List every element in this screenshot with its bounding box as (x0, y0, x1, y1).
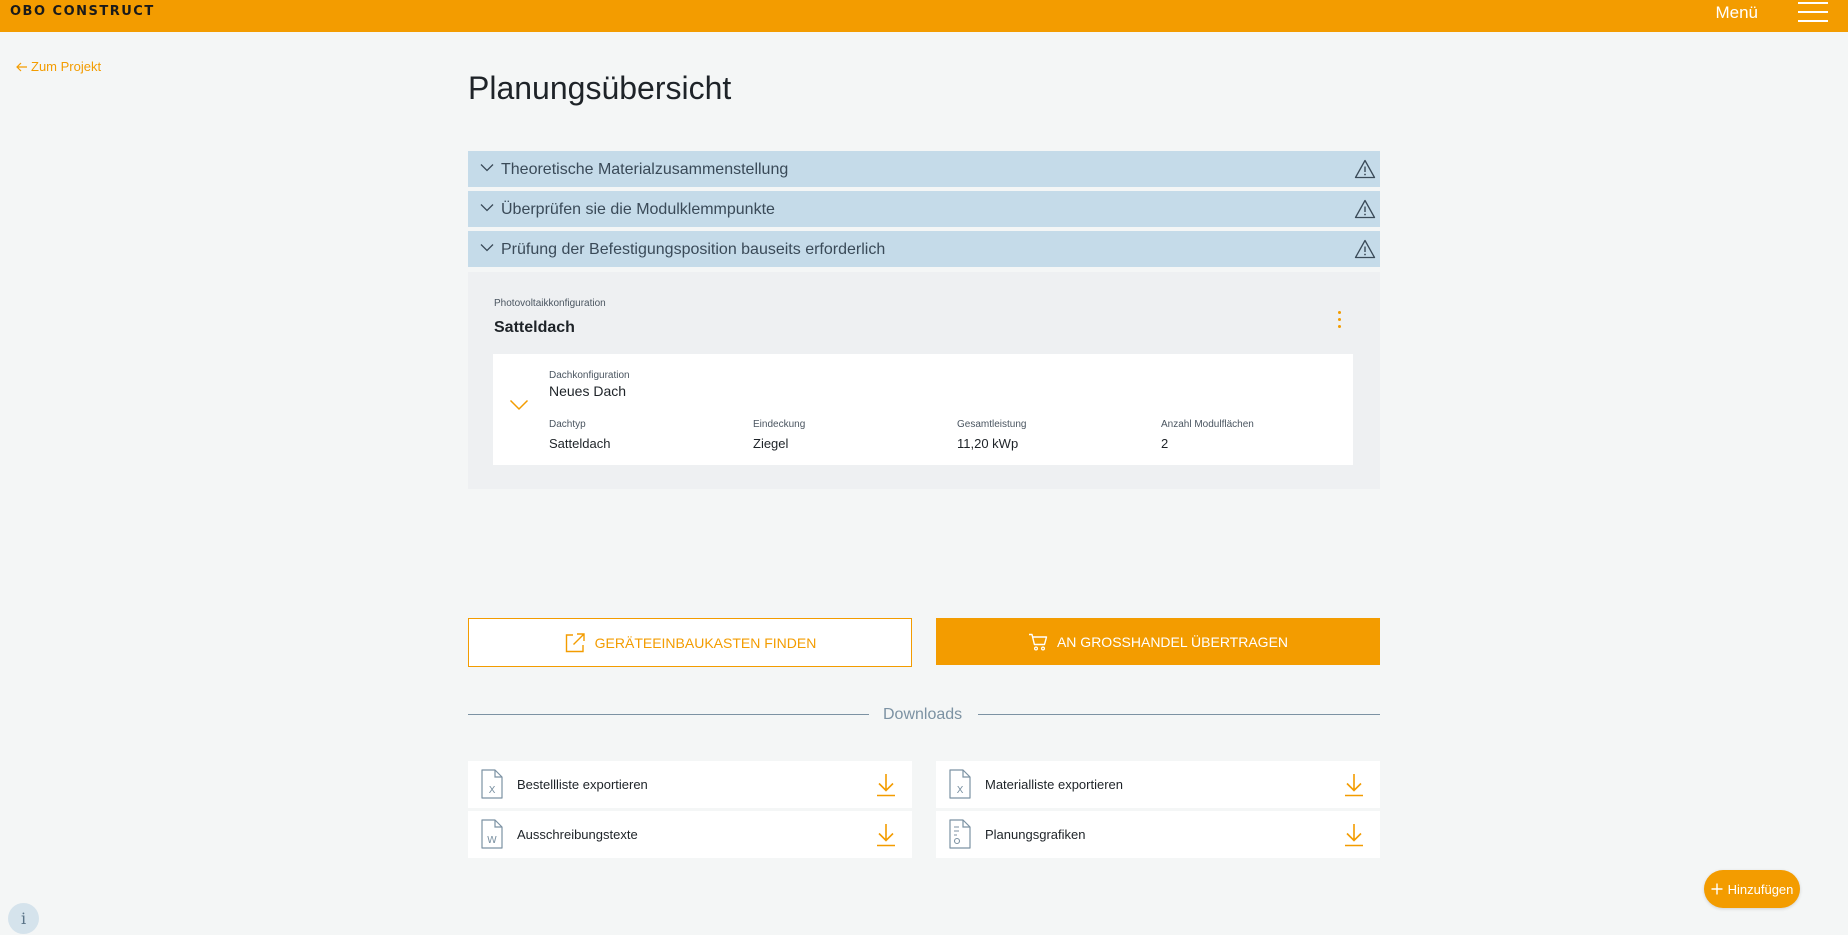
hamburger-icon[interactable] (1798, 0, 1828, 24)
transfer-to-wholesaler-button[interactable] (936, 618, 1380, 665)
stat-roof-type (549, 419, 610, 452)
stat-covering (753, 419, 805, 452)
configuration-title: Satteldach (494, 319, 575, 336)
download-order-list[interactable] (468, 761, 912, 808)
add-button[interactable] (1704, 870, 1800, 908)
download-label: Planungsgrafiken (985, 827, 1086, 842)
download-icon (876, 823, 896, 847)
find-device-box-button[interactable] (468, 618, 912, 667)
stat-value: Ziegel (753, 436, 789, 451)
button-label: AN GROSSHANDEL ÜBERTRAGEN (1056, 633, 1289, 650)
stat-label: Gesamtleistung (957, 419, 1027, 430)
external-link-icon (564, 632, 586, 654)
word-file-icon (481, 819, 503, 849)
stat-value: 2 (1161, 436, 1169, 451)
configuration-overline: Photovoltaikkonfiguration (494, 298, 606, 309)
download-icon (1344, 823, 1364, 847)
arrow-left-icon (16, 62, 28, 72)
chevron-down-icon (480, 203, 494, 212)
stat-label: Dachtyp (549, 419, 586, 430)
roof-overline: Dachkonfiguration (549, 370, 630, 381)
stat-module-areas (1161, 419, 1254, 452)
button-label: GERÄTEEINBAUKASTEN FINDEN (594, 634, 817, 651)
accordion-label: Überprüfen sie die Modulklemmpunkte (501, 201, 775, 218)
chevron-down-icon[interactable] (509, 399, 529, 411)
download-tender-texts[interactable] (468, 811, 912, 858)
top-bar (0, 0, 1848, 32)
stat-total-power (957, 419, 1026, 452)
download-label: Materialliste exportieren (985, 777, 1124, 792)
accordion-label: Theoretische Materialzusammenstellung (501, 161, 789, 178)
pv-configuration-panel (468, 272, 1380, 489)
chevron-down-icon (480, 243, 494, 252)
accordion-fastening-position[interactable] (468, 231, 1380, 267)
svg-text:X: X (956, 785, 964, 796)
downloads-title: Downloads (883, 706, 963, 723)
plus-icon (1711, 883, 1723, 895)
download-planning-graphics[interactable] (936, 811, 1380, 858)
roof-configuration-card (493, 354, 1353, 465)
svg-text:X: X (488, 785, 496, 796)
download-icon (876, 773, 896, 797)
warning-icon (1354, 199, 1376, 219)
divider (978, 714, 1380, 715)
download-icon (1344, 773, 1364, 797)
download-material-list[interactable] (936, 761, 1380, 808)
add-button-label: Hinzufügen (1727, 881, 1794, 897)
stat-value: Satteldach (549, 436, 611, 451)
chevron-down-icon (480, 163, 494, 172)
back-link-label: Zum Projekt (31, 59, 102, 74)
accordion-module-clamp-points[interactable] (468, 191, 1380, 227)
warning-icon (1354, 239, 1376, 259)
divider (468, 714, 869, 715)
svg-text:W: W (487, 835, 497, 846)
stat-label: Eindeckung (753, 419, 806, 430)
warning-icon (1354, 159, 1376, 179)
excel-file-icon (481, 769, 503, 799)
more-options-icon[interactable] (1334, 308, 1346, 332)
cart-icon (1028, 633, 1048, 651)
page-title: Planungsübersicht (468, 70, 732, 106)
accordion-label: Prüfung der Befestigungsposition bauseits erforderlich (501, 241, 886, 258)
info-icon: i (20, 909, 27, 928)
accordion-material-compilation[interactable] (468, 151, 1380, 187)
back-to-project-link[interactable] (16, 59, 101, 75)
logo[interactable]: OBO CONSTRUCT (10, 4, 155, 19)
download-label: Bestellliste exportieren (517, 777, 648, 792)
stat-label: Anzahl Modulflächen (1161, 419, 1254, 430)
image-file-icon (949, 819, 971, 849)
download-label: Ausschreibungstexte (517, 827, 638, 842)
excel-file-icon (949, 769, 971, 799)
menu-label[interactable]: Menü (1715, 3, 1758, 22)
info-button[interactable] (8, 903, 39, 934)
roof-name: Neues Dach (549, 383, 627, 399)
stat-value: 11,20 kWp (957, 436, 1019, 451)
